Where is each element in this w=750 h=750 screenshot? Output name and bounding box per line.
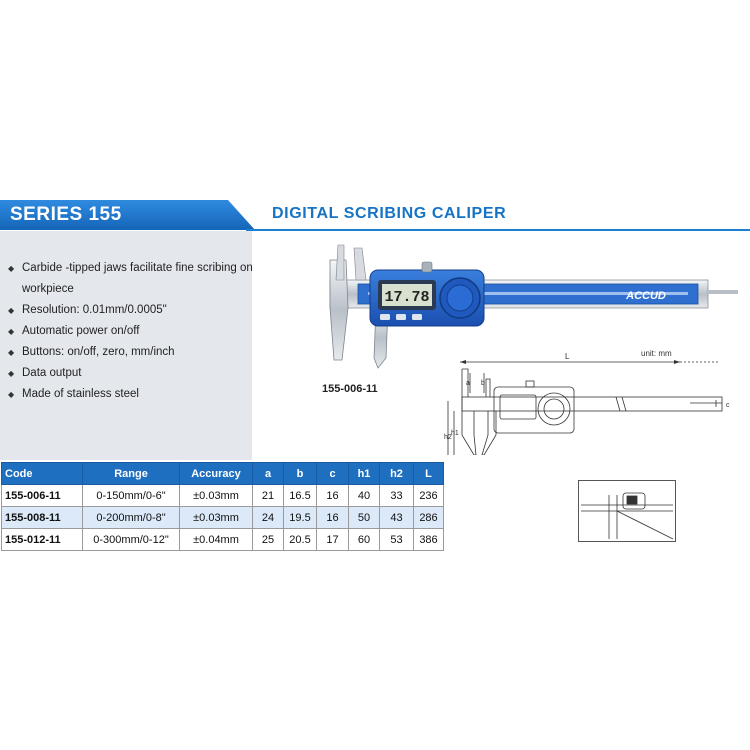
cell-code: 155-008-11 [2, 507, 83, 529]
cell-accuracy: ±0.04mm [180, 529, 253, 551]
cell-b: 16.5 [284, 485, 317, 507]
usage-inset-drawing [578, 480, 676, 542]
feature-item: ◆ Made of stainless steel [8, 384, 256, 405]
feature-list [8, 258, 256, 405]
feature-item: ◆ Carbide -tipped jaws facilitate fine scribing on workpiece [8, 258, 256, 300]
table-row [2, 507, 444, 529]
cell-a: 21 [253, 485, 284, 507]
table-header-row [2, 463, 444, 485]
cell-h2: 43 [380, 507, 414, 529]
diamond-bullet-icon: ◆ [8, 390, 15, 399]
cell-b: 20.5 [284, 529, 317, 551]
dim-label-h1: h1 [451, 430, 459, 437]
column-header-accuracy: Accuracy [180, 463, 253, 485]
feature-item: ◆ Buttons: on/off, zero, mm/inch [8, 342, 256, 363]
brand-logo: ACCUD [626, 290, 666, 302]
cell-c: 17 [317, 529, 349, 551]
column-header-range: Range [83, 463, 180, 485]
unit-label: unit: mm [641, 349, 672, 358]
cell-h1: 50 [349, 507, 380, 529]
header-rule [246, 229, 750, 231]
dim-label-b: b [481, 380, 485, 387]
column-header-l: L [414, 463, 444, 485]
table-row [2, 485, 444, 507]
cell-h2: 53 [380, 529, 414, 551]
column-header-b: b [284, 463, 317, 485]
cell-range: 0-200mm/0-8" [83, 507, 180, 529]
column-header-c: c [317, 463, 349, 485]
photo-model-label: 155-006-11 [322, 383, 378, 395]
diamond-bullet-icon: ◆ [8, 306, 15, 315]
cell-l: 386 [414, 529, 444, 551]
spec-table [1, 462, 444, 551]
feature-item: ◆ Resolution: 0.01mm/0.0005" [8, 300, 256, 321]
product-title: DIGITAL SCRIBING CALIPER [272, 205, 507, 222]
cell-l: 236 [414, 485, 444, 507]
dimension-drawing [440, 345, 750, 455]
cell-range: 0-300mm/0-12" [83, 529, 180, 551]
cell-c: 16 [317, 507, 349, 529]
cell-h2: 33 [380, 485, 414, 507]
cell-h1: 60 [349, 529, 380, 551]
cell-l: 286 [414, 507, 444, 529]
diamond-bullet-icon: ◆ [8, 369, 15, 378]
cell-accuracy: ±0.03mm [180, 507, 253, 529]
cell-accuracy: ±0.03mm [180, 485, 253, 507]
diamond-bullet-icon: ◆ [8, 327, 15, 336]
column-header-code: Code [2, 463, 83, 485]
dim-label-c: c [726, 402, 730, 409]
column-header-h2: h2 [380, 463, 414, 485]
cell-c: 16 [317, 485, 349, 507]
diamond-bullet-icon: ◆ [8, 264, 15, 273]
series-title: SERIES 155 [10, 204, 122, 225]
cell-code: 155-006-11 [2, 485, 83, 507]
dim-label-a: a [466, 380, 470, 387]
column-header-a: a [253, 463, 284, 485]
cell-b: 19.5 [284, 507, 317, 529]
dim-label-h2: h2 [444, 434, 452, 441]
column-header-h1: h1 [349, 463, 380, 485]
cell-h1: 40 [349, 485, 380, 507]
diamond-bullet-icon: ◆ [8, 348, 15, 357]
feature-item: ◆ Data output [8, 363, 256, 384]
cell-a: 25 [253, 529, 284, 551]
display-reading: 17.78 [384, 289, 430, 306]
cell-a: 24 [253, 507, 284, 529]
cell-code: 155-012-11 [2, 529, 83, 551]
cell-range: 0-150mm/0-6" [83, 485, 180, 507]
feature-item: ◆ Automatic power on/off [8, 321, 256, 342]
dim-label-l: L [565, 352, 570, 361]
table-row [2, 529, 444, 551]
